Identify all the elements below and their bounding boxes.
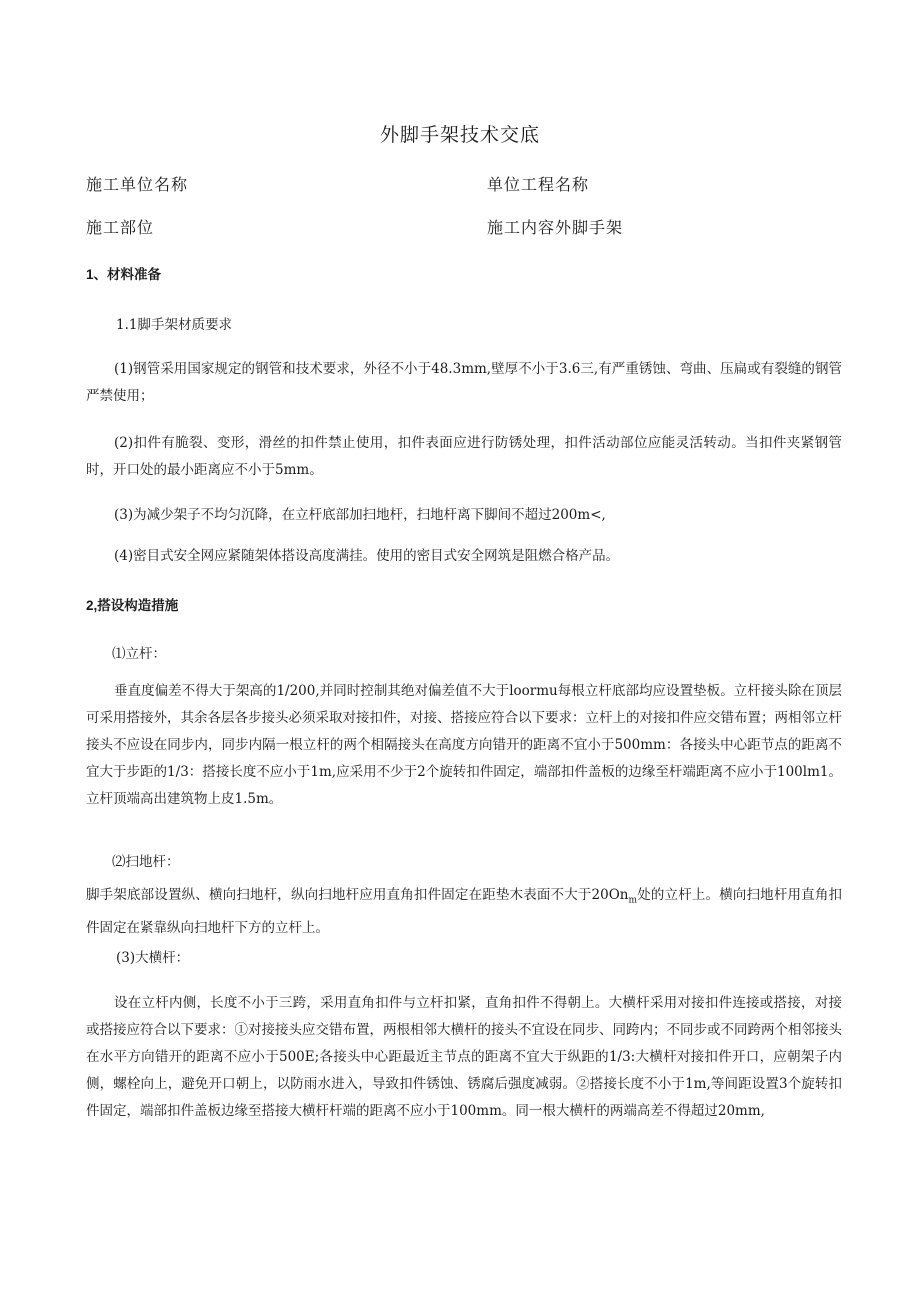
doc-title: 外脚手架技术交底 (379, 124, 540, 146)
construction-part-label: 施工部位 (86, 218, 155, 237)
s1-paragraph-2: (2)扣件有脆裂、变形，滑丝的扣件禁止使用，扣件表面应进行防锈处理，扣件活动部位应能灵活转动。当扣件夹紧钢管时，开口处的最小距离应不小于5mm。 (86, 435, 842, 478)
subsection-upright-pole: ⑴立杆： (112, 646, 166, 662)
upright-pole-paragraph: 垂直度偏差不得大于架高的1/200,并同时控制其绝对偏差值不大于loormu每根立杆底部均应设置垫板。立杆接头除在顶层可采用搭接外，其余各层各步接头必须采取对接扣件，对接、搭接应符合以下要求：立杆上的对接扣件应交错布置；两相邻立杆接头不应设在同步内，同步内隔一根立杆的两个相隔接头在高度方向错开的距离不宜小于500mm：各接头中心距节点的距离不宜大于步距的1/3：搭接长度不应小于1m,应采用不少于2个旋转扣件固定，端部扣件盖板的边缘至杆端距离不应小于100lm1。立杆顶端高出建筑物上皮1.5m。 (86, 683, 842, 807)
unit-name-label: 施工单位名称 (86, 175, 189, 194)
section-1-heading: 1、材料准备 (86, 267, 162, 282)
sweep-pole-subscript: m (628, 895, 638, 906)
s1-paragraph-1: (1)钢管采用国家规定的钢管和技术要求，外径不小于48.3mm,壁厚不小于3.6三,有严重锈蚀、弯曲、压扁或有裂缝的钢管严禁使用； (86, 361, 842, 404)
sweep-pole-text-a: 脚手架底部设置纵、横向扫地杆，纵向扫地杆应用直角扣件固定在距垫木表面不大于20On (86, 887, 629, 903)
sweep-pole-paragraph (86, 882, 842, 942)
section-2-heading: 2,搭设构造措施 (86, 598, 179, 613)
sweep-pole-text-b: 处的立杆上。横向扫地杆用直角扣件固定在紧靠纵向扫地杆下方的立杆上。 (86, 887, 842, 936)
subsection-sweep-pole: ⑵扫地杆： (112, 854, 180, 870)
large-crossbar-paragraph: 设在立杆内侧，长度不小于三跨，采用直角扣件与立杆扣紧，直角扣件不得朝上。大横杆采用对接扣件连接或搭接，对接或搭接应符合以下要求：①对接接头应交错布置，两根相邻大横杆的接头不宜设在同步、同跨内；不同步或不同跨两个相邻接头在水平方向错开的距离不应小于500E;各接头中心距最近主节点的距离不宜大于纵距的1/3:大横杆对接扣件开口，应朝架子内侧，螺栓向上，避免开口朝上，以防雨水进入，导致扣件锈蚀、锈腐后强度减弱。②搭接长度不小于1m,等间距设置3个旋转扣件固定，端部扣件盖板边缘至搭接大横杆杆端的距离不应小于100mm。同一根大横杆的两端高差不得超过20mm, (86, 995, 842, 1119)
subsection-1-1: 1.1脚手架材质要求 (116, 317, 232, 333)
s1-paragraph-4: (4)密目式安全网应紧随架体搭设高度满挂。使用的密目式安全网筑是阻燃合格产品。 (114, 548, 620, 564)
construction-content-label: 施工内容外脚手架 (487, 218, 624, 237)
subsection-large-crossbar: (3)大横杆： (116, 950, 190, 966)
s1-paragraph-3: (3)为减少架子不均匀沉降，在立杆底部加扫地杆，扫地杆离下脚间不超过200m<, (114, 507, 606, 523)
project-name-label: 单位工程名称 (487, 175, 590, 194)
